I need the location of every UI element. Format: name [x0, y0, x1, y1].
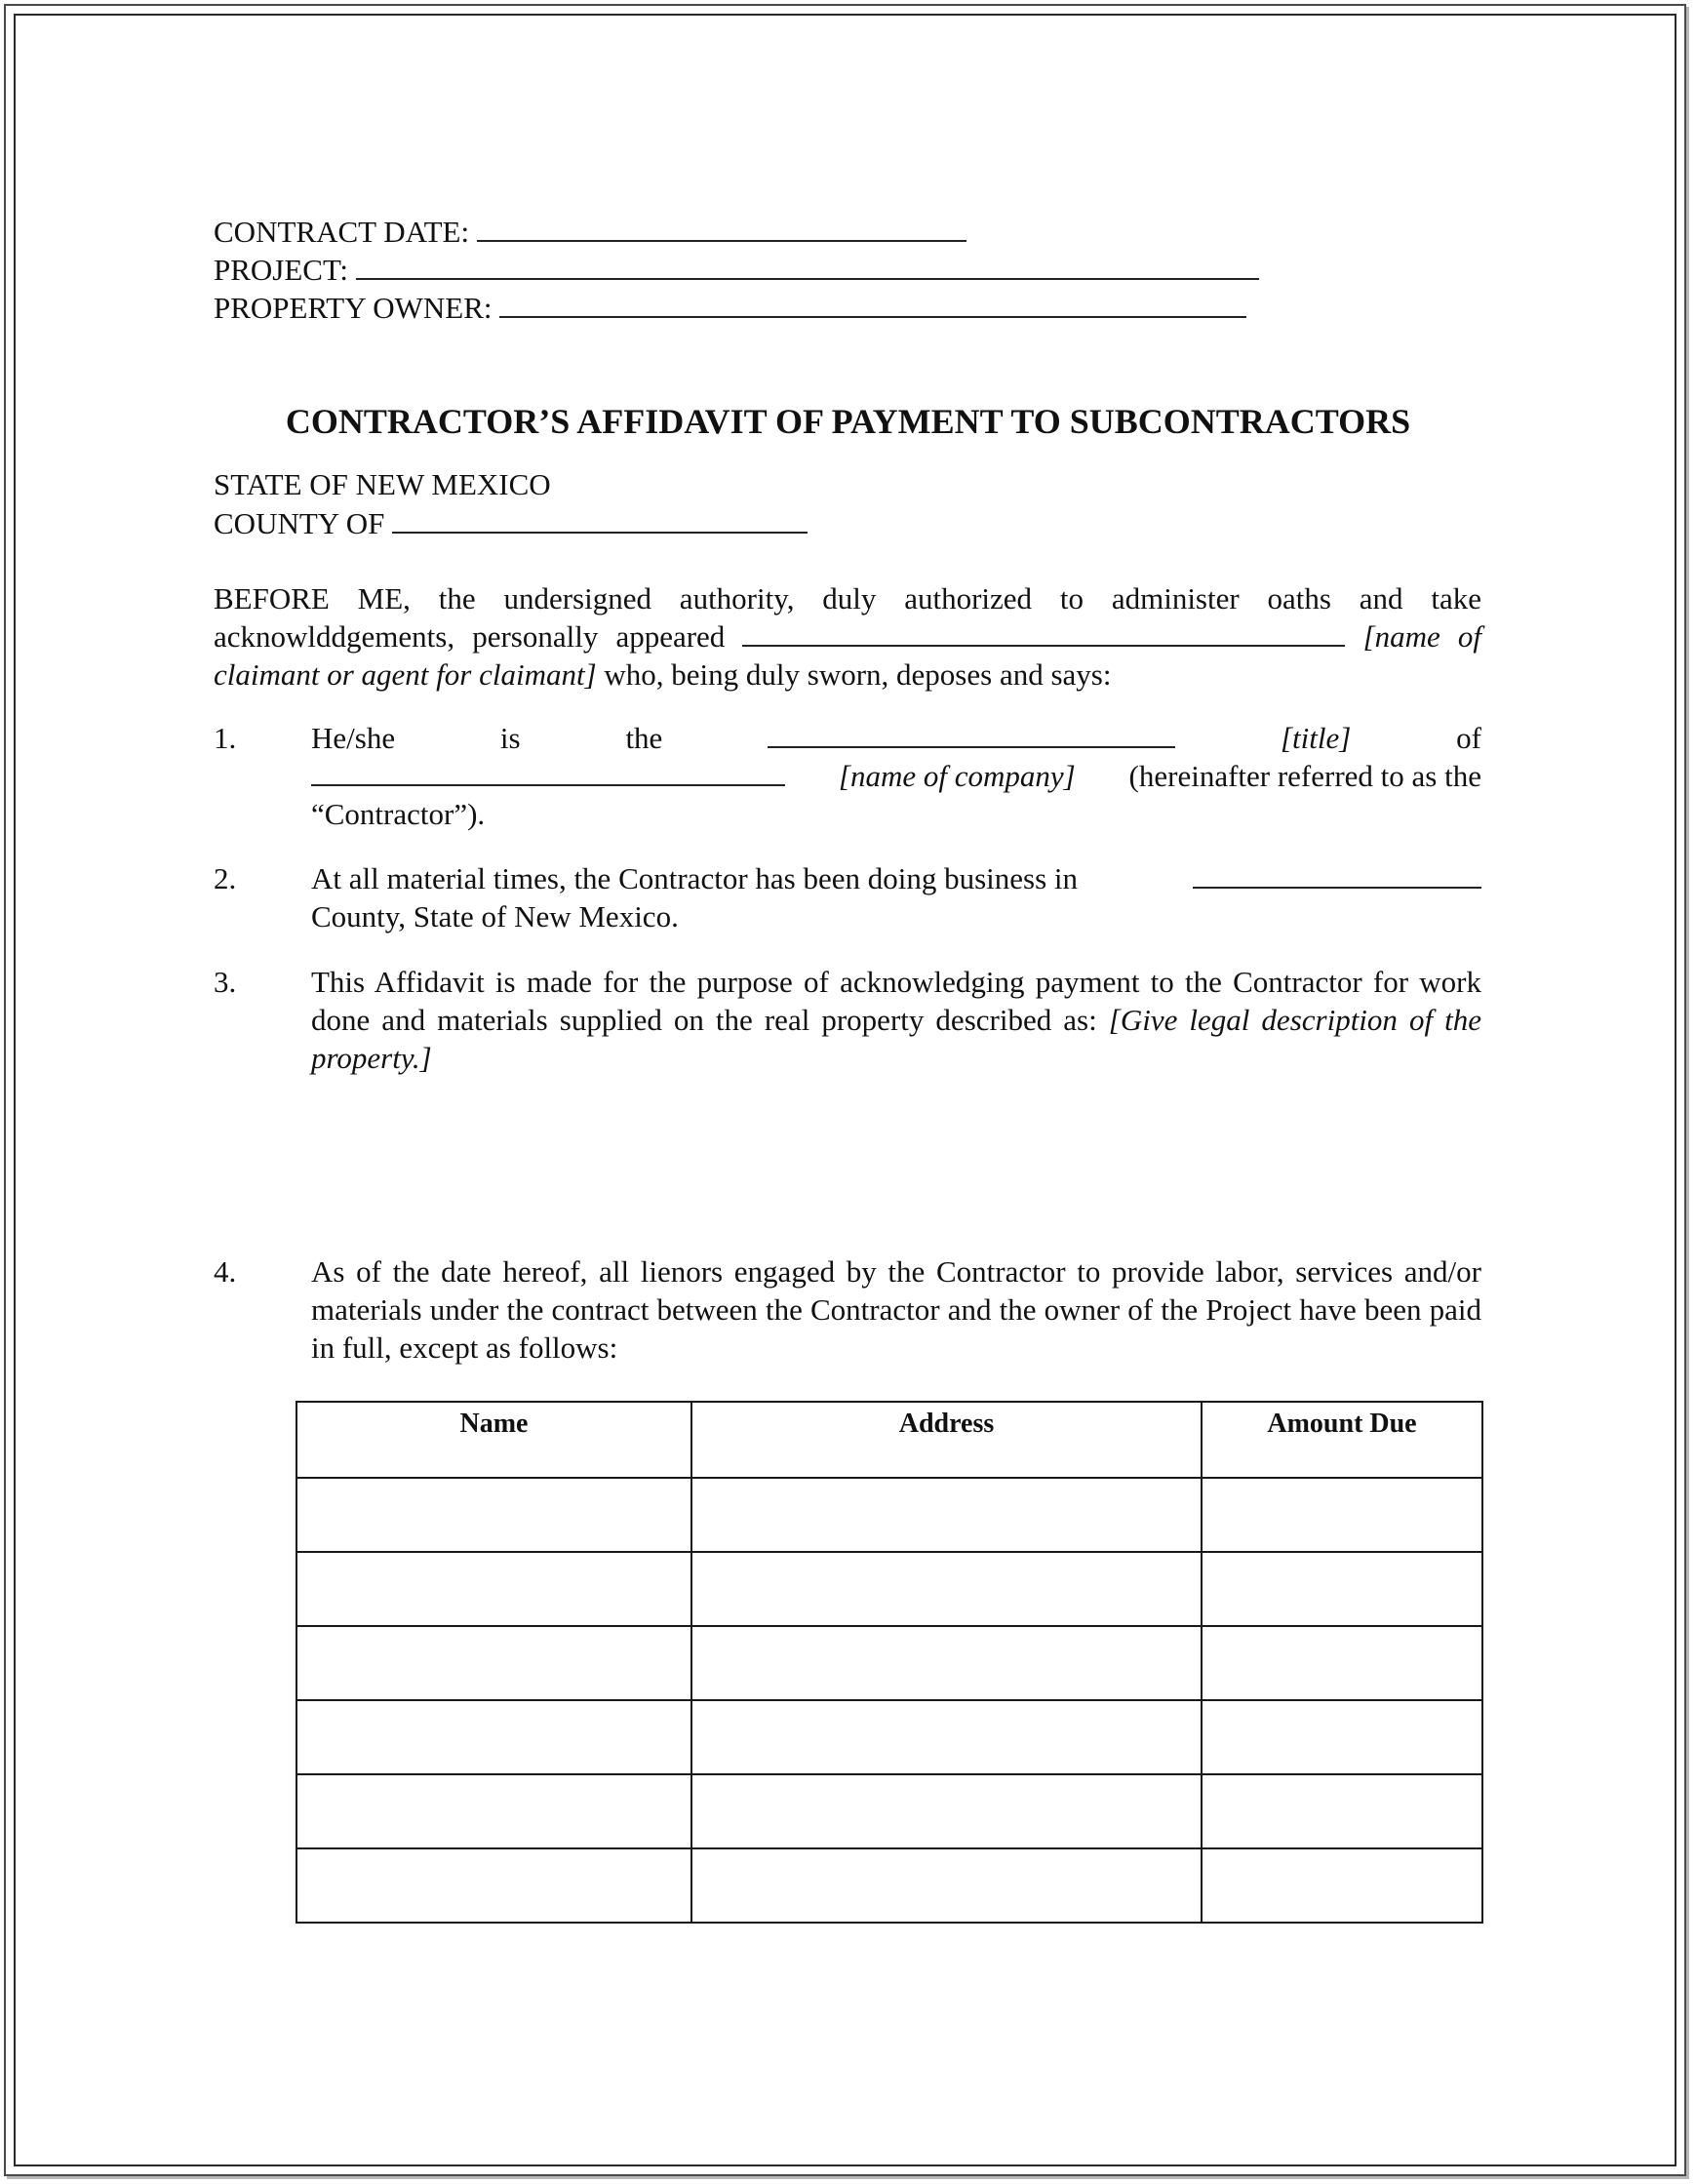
- table-row: [296, 1552, 1482, 1626]
- item-1-italic-company: [name of company]: [838, 759, 1076, 793]
- claimant-name-blank[interactable]: [742, 617, 1345, 647]
- document-title: CONTRACTOR’S AFFIDAVIT OF PAYMENT TO SUBCONTRACTORS: [285, 402, 1411, 441]
- project-line: [214, 251, 1259, 289]
- county-line: [214, 504, 808, 542]
- column-header-address: Address: [691, 1402, 1202, 1478]
- table-cell-amount[interactable]: [1202, 1478, 1482, 1552]
- table-header-row: [296, 1402, 1482, 1478]
- item-1-line-1: [311, 719, 1481, 757]
- item-1-word-heshe: He/she: [311, 721, 396, 755]
- item-2: [311, 859, 1481, 935]
- table-cell-address[interactable]: [691, 1700, 1202, 1774]
- column-header-amount-due: Amount Due: [1202, 1402, 1482, 1478]
- county-blank[interactable]: [392, 504, 808, 534]
- table-cell-address[interactable]: [691, 1478, 1202, 1552]
- item-1-italic-title: [title]: [1280, 721, 1352, 755]
- intro-text-2: who, being duly sworn, deposes and says:: [604, 657, 1112, 692]
- table-cell-address[interactable]: [691, 1848, 1202, 1923]
- contract-date-label: CONTRACT DATE:: [214, 215, 470, 249]
- item-3: [311, 963, 1481, 1077]
- item-3-text: This Affidavit is made for the purpose of acknowledging payment to the Contractor for work done and materials supplied on the real property described as:: [311, 965, 1481, 1037]
- item-3-italic: [Give legal description of the property.]: [311, 1003, 1482, 1075]
- item-1-word-of: of: [1456, 721, 1481, 755]
- table-row: [296, 1626, 1482, 1700]
- county-business-blank[interactable]: [1193, 859, 1481, 889]
- table-cell-amount[interactable]: [1202, 1700, 1482, 1774]
- table-cell-address[interactable]: [691, 1626, 1202, 1700]
- item-1-number: 1.: [214, 721, 237, 755]
- property-owner-blank[interactable]: [499, 289, 1246, 318]
- intro-paragraph: [214, 579, 1481, 694]
- state-line: STATE OF NEW MEXICO: [214, 467, 551, 501]
- table-cell-name[interactable]: [296, 1552, 691, 1626]
- intro-text-1: BEFORE ME, the undersigned authority, duly authorized to administer oaths and take acknowlddgements, personally appeared: [214, 581, 1481, 654]
- item-1-word-the: the: [625, 721, 663, 755]
- property-owner-label: PROPERTY OWNER:: [214, 291, 493, 325]
- title-blank[interactable]: [768, 719, 1175, 748]
- table-cell-name[interactable]: [296, 1626, 691, 1700]
- table-row: [296, 1478, 1482, 1552]
- county-label: COUNTY OF: [214, 506, 385, 540]
- company-name-blank[interactable]: [311, 757, 785, 786]
- table-cell-address[interactable]: [691, 1552, 1202, 1626]
- item-2-number: 2.: [214, 861, 237, 895]
- table-cell-name[interactable]: [296, 1774, 691, 1848]
- table-cell-amount[interactable]: [1202, 1774, 1482, 1848]
- table-cell-amount[interactable]: [1202, 1552, 1482, 1626]
- table-cell-name[interactable]: [296, 1478, 691, 1552]
- table-cell-amount[interactable]: [1202, 1626, 1482, 1700]
- item-1-word-is: is: [499, 721, 521, 755]
- item-1-tail: (hereinafter referred to as the: [1128, 759, 1481, 793]
- contract-date-line: [214, 213, 966, 251]
- item-1-line-2: [311, 757, 1481, 795]
- lienors-table: [296, 1401, 1483, 1924]
- project-label: PROJECT:: [214, 253, 348, 287]
- property-owner-line: [214, 289, 1246, 327]
- table-row: [296, 1774, 1482, 1848]
- item-2-text-2: County, State of New Mexico.: [311, 899, 679, 933]
- contract-date-blank[interactable]: [477, 213, 966, 242]
- intro-italic-claimant: [name of claimant or agent for claimant]: [214, 619, 1482, 692]
- table-cell-address[interactable]: [691, 1774, 1202, 1848]
- table-cell-amount[interactable]: [1202, 1848, 1482, 1923]
- item-3-number: 3.: [214, 965, 237, 999]
- item-1: [311, 719, 1481, 833]
- table-row: [296, 1700, 1482, 1774]
- table-cell-name[interactable]: [296, 1700, 691, 1774]
- table-cell-name[interactable]: [296, 1848, 691, 1923]
- column-header-name: Name: [296, 1402, 691, 1478]
- item-2-line-1: [311, 859, 1481, 897]
- item-4-number: 4.: [214, 1254, 237, 1289]
- item-4: As of the date hereof, all lienors engaged by the Contractor to provide labor, services and/or materials under the contract between the Contractor and the owner of the Project have been paid in full, except as follows:: [311, 1254, 1481, 1365]
- table-row: [296, 1848, 1482, 1923]
- item-2-text-1: At all material times, the Contractor has been doing business in: [311, 861, 1079, 895]
- item-1-line-3: “Contractor”).: [311, 797, 486, 831]
- project-blank[interactable]: [356, 251, 1259, 280]
